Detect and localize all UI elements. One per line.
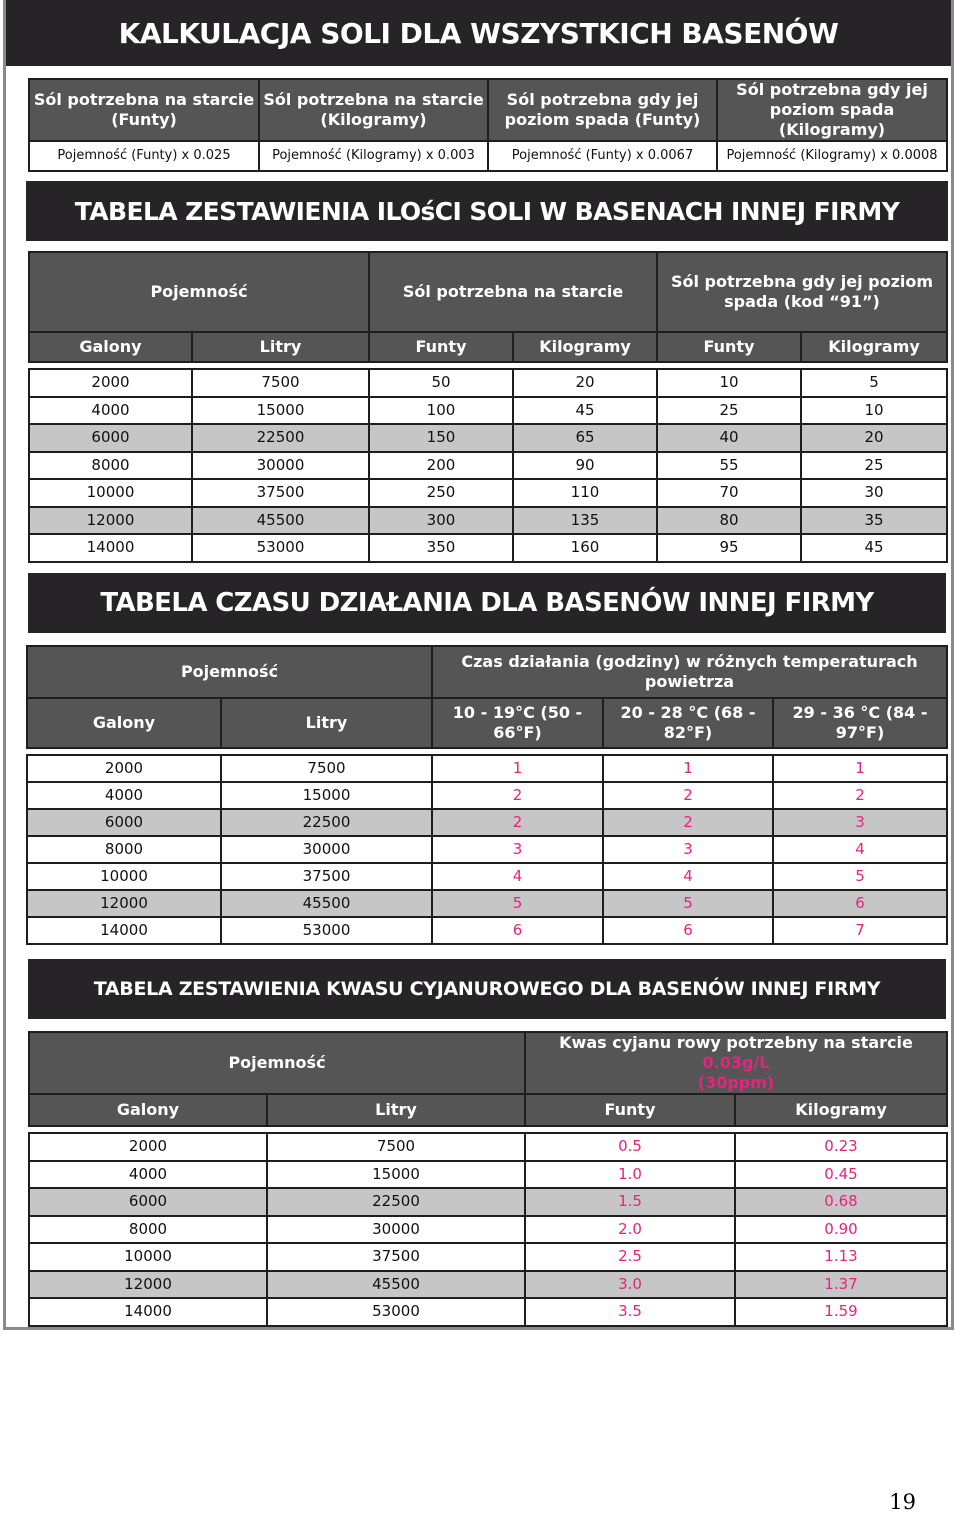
table-cell: 12000: [29, 1271, 267, 1299]
table-cell: 80: [657, 507, 801, 535]
table-cell: 15000: [221, 782, 432, 809]
table-cell: 7500: [267, 1133, 525, 1161]
table-cell: 22500: [221, 809, 432, 836]
salt-calculation-table: [28, 78, 948, 172]
table-cell: 4000: [29, 1161, 267, 1189]
table-row: [29, 1243, 947, 1271]
table-cell: 3: [773, 809, 947, 836]
table-cell: 45: [801, 534, 947, 562]
table-cell: 45500: [221, 890, 432, 917]
table-cell: 200: [369, 452, 513, 480]
table-cell: 1.13: [735, 1243, 947, 1271]
table-cell: 30: [801, 479, 947, 507]
table-cell: 45500: [192, 507, 369, 535]
table-row: [29, 1133, 947, 1161]
column-header: 10 - 19°C (50 - 66°F): [432, 698, 603, 748]
table-cell: 45500: [267, 1271, 525, 1299]
table-cell: 14000: [29, 1298, 267, 1326]
group-header: Pojemność: [27, 646, 432, 698]
column-header: Litry: [267, 1094, 525, 1126]
table-cell: 70: [657, 479, 801, 507]
column-header: Galony: [29, 332, 192, 362]
table-cell: 4: [773, 836, 947, 863]
table-cell: 8000: [29, 452, 192, 480]
document-page: [3, 0, 954, 1330]
table-cell: 30000: [192, 452, 369, 480]
table-cell: 14000: [29, 534, 192, 562]
group-header: Czas działania (godziny) w różnych temperaturach powietrza: [432, 646, 947, 698]
table-cell: 14000: [27, 917, 221, 944]
table-cell: 5: [603, 890, 773, 917]
acid-header-text: Kwas cyjanu rowy potrzebny na starcie: [559, 1033, 913, 1052]
table-cell: 20: [801, 424, 947, 452]
acid-ppm: (30ppm): [697, 1073, 775, 1092]
table-row: [27, 917, 947, 944]
table-row: [29, 1298, 947, 1326]
table-cell: 12000: [27, 890, 221, 917]
table-row: [29, 369, 947, 397]
table-cell: 1.0: [525, 1161, 735, 1189]
calc-header: Sól potrzebna na starcie (Funty): [29, 79, 259, 141]
table-row: [29, 507, 947, 535]
group-header: Pojemność: [29, 252, 369, 332]
table-cell: 7: [773, 917, 947, 944]
table-cell: 1: [773, 755, 947, 782]
table-cell: 30000: [221, 836, 432, 863]
column-header: Funty: [369, 332, 513, 362]
table-cell: 8000: [27, 836, 221, 863]
table-row: [27, 755, 947, 782]
calc-formula: Pojemność (Kilogramy) x 0.0008: [717, 141, 947, 171]
table-cell: 53000: [221, 917, 432, 944]
table-cell: 25: [801, 452, 947, 480]
calc-header: Sól potrzebna gdy jej poziom spada (Kilogramy): [717, 79, 947, 141]
table-row: [27, 782, 947, 809]
table-cell: 135: [513, 507, 657, 535]
group-header: Sól potrzebna gdy jej poziom spada (kod “91”): [657, 252, 947, 332]
calc-header: Sól potrzebna gdy jej poziom spada (Funty): [488, 79, 717, 141]
table-row: [29, 1271, 947, 1299]
table-cell: 25: [657, 397, 801, 425]
table-cell: 300: [369, 507, 513, 535]
column-header: Funty: [525, 1094, 735, 1126]
calc-header: Sól potrzebna na starcie (Kilogramy): [259, 79, 488, 141]
table-row: [29, 397, 947, 425]
calc-formula: Pojemność (Funty) x 0.025: [29, 141, 259, 171]
column-header: Kilogramy: [801, 332, 947, 362]
table-cell: 2000: [29, 1133, 267, 1161]
table-cell: 350: [369, 534, 513, 562]
table-cell: 55: [657, 452, 801, 480]
cyanuric-acid-table: [28, 1031, 948, 1327]
table-cell: 45: [513, 397, 657, 425]
table-cell: 2: [432, 782, 603, 809]
table-cell: 3: [603, 836, 773, 863]
table-cell: 1: [432, 755, 603, 782]
column-header: 20 - 28 °C (68 - 82°F): [603, 698, 773, 748]
group-header: Sól potrzebna na starcie: [369, 252, 657, 332]
table-cell: 20: [513, 369, 657, 397]
table-cell: 2000: [29, 369, 192, 397]
salt-table-title: TABELA ZESTAWIENIA ILOśCI SOLI W BASENACH INNEJ FIRMY: [26, 181, 948, 241]
table-cell: 95: [657, 534, 801, 562]
salt-amount-table: [28, 251, 948, 563]
table-cell: 1: [603, 755, 773, 782]
cyanuric-table-title: TABELA ZESTAWIENIA KWASU CYJANUROWEGO DLA BASENÓW INNEJ FIRMY: [28, 959, 946, 1019]
table-cell: 37500: [267, 1243, 525, 1271]
table-cell: 4: [603, 863, 773, 890]
table-cell: 15000: [192, 397, 369, 425]
table-row: [27, 863, 947, 890]
table-row: [27, 809, 947, 836]
table-cell: 22500: [267, 1188, 525, 1216]
table-row: [27, 890, 947, 917]
table-row: [29, 452, 947, 480]
table-cell: 250: [369, 479, 513, 507]
table-row: [27, 836, 947, 863]
table-row: [29, 534, 947, 562]
column-header: Litry: [192, 332, 369, 362]
table-cell: 2: [603, 809, 773, 836]
column-header: Galony: [27, 698, 221, 748]
table-cell: 160: [513, 534, 657, 562]
table-row: [29, 424, 947, 452]
calc-formula: Pojemność (Funty) x 0.0067: [488, 141, 717, 171]
table-cell: 3: [432, 836, 603, 863]
table-row: [29, 1161, 947, 1189]
group-header: Pojemność: [29, 1032, 525, 1094]
table-cell: 90: [513, 452, 657, 480]
table-row: [29, 1188, 947, 1216]
table-cell: 0.45: [735, 1161, 947, 1189]
table-cell: 10: [801, 397, 947, 425]
table-cell: 37500: [192, 479, 369, 507]
table-cell: 6000: [29, 1188, 267, 1216]
table-cell: 2: [773, 782, 947, 809]
table-cell: 6: [603, 917, 773, 944]
table-cell: 6000: [29, 424, 192, 452]
table-cell: 40: [657, 424, 801, 452]
column-header: Kilogramy: [735, 1094, 947, 1126]
table-cell: 10000: [29, 479, 192, 507]
table-cell: 100: [369, 397, 513, 425]
table-cell: 6: [432, 917, 603, 944]
table-cell: 22500: [192, 424, 369, 452]
page-title: KALKULACJA SOLI DLA WSZYSTKICH BASENÓW: [6, 0, 951, 66]
table-cell: 7500: [192, 369, 369, 397]
table-cell: 2.0: [525, 1216, 735, 1244]
table-cell: 35: [801, 507, 947, 535]
table-cell: 53000: [267, 1298, 525, 1326]
table-cell: 0.90: [735, 1216, 947, 1244]
table-cell: 7500: [221, 755, 432, 782]
table-cell: 2: [603, 782, 773, 809]
table-cell: 1.5: [525, 1188, 735, 1216]
runtime-table-title: TABELA CZASU DZIAŁANIA DLA BASENÓW INNEJ FIRMY: [28, 573, 946, 633]
table-cell: 6: [773, 890, 947, 917]
table-cell: 110: [513, 479, 657, 507]
table-cell: 3.5: [525, 1298, 735, 1326]
table-cell: 4000: [29, 397, 192, 425]
table-cell: 15000: [267, 1161, 525, 1189]
column-header: Litry: [221, 698, 432, 748]
table-cell: 4000: [27, 782, 221, 809]
table-cell: 6000: [27, 809, 221, 836]
table-cell: 1.37: [735, 1271, 947, 1299]
column-header: Kilogramy: [513, 332, 657, 362]
table-cell: 50: [369, 369, 513, 397]
column-header: Galony: [29, 1094, 267, 1126]
acid-concentration: 0.03g/L: [702, 1053, 770, 1072]
calc-formula: Pojemność (Kilogramy) x 0.003: [259, 141, 488, 171]
column-header: Funty: [657, 332, 801, 362]
table-cell: 10000: [27, 863, 221, 890]
column-header: 29 - 36 °C (84 - 97°F): [773, 698, 947, 748]
table-cell: 2: [432, 809, 603, 836]
table-cell: 10000: [29, 1243, 267, 1271]
table-row: [29, 1216, 947, 1244]
table-cell: 5: [773, 863, 947, 890]
table-cell: 5: [432, 890, 603, 917]
table-cell: 8000: [29, 1216, 267, 1244]
table-cell: 2.5: [525, 1243, 735, 1271]
table-row: [29, 479, 947, 507]
page-number: 19: [889, 1490, 916, 1514]
table-cell: 37500: [221, 863, 432, 890]
table-cell: 150: [369, 424, 513, 452]
table-cell: 65: [513, 424, 657, 452]
table-cell: 2000: [27, 755, 221, 782]
table-cell: 5: [801, 369, 947, 397]
table-cell: 0.68: [735, 1188, 947, 1216]
table-cell: 4: [432, 863, 603, 890]
table-cell: 0.23: [735, 1133, 947, 1161]
group-header-acid: [525, 1032, 947, 1094]
table-cell: 3.0: [525, 1271, 735, 1299]
runtime-table: [26, 645, 948, 945]
table-cell: 0.5: [525, 1133, 735, 1161]
table-cell: 30000: [267, 1216, 525, 1244]
table-cell: 12000: [29, 507, 192, 535]
table-cell: 53000: [192, 534, 369, 562]
table-cell: 10: [657, 369, 801, 397]
table-cell: 1.59: [735, 1298, 947, 1326]
